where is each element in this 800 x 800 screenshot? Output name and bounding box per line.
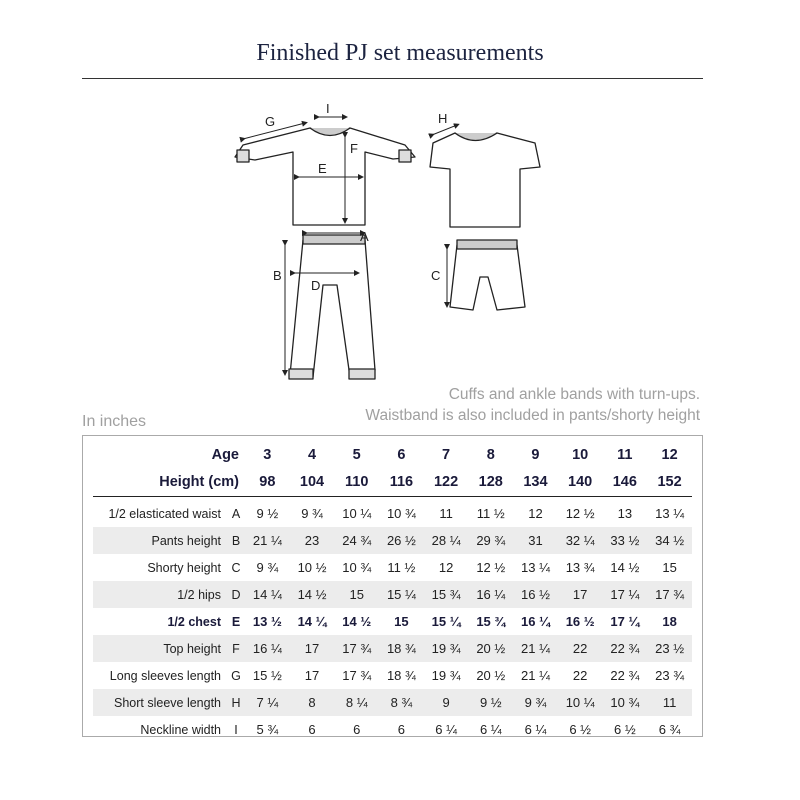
value-cell: 17 ¼ — [603, 581, 648, 608]
age-cell: 7 — [442, 446, 451, 463]
value-cell: 17 ¾ — [647, 581, 692, 608]
age-cell: 6 — [397, 446, 406, 463]
value-cell: 23 — [290, 527, 335, 554]
measurements-table — [93, 441, 692, 743]
value-cell: 15 — [334, 581, 379, 608]
shorty-waistband — [457, 240, 517, 249]
diagram-letter-b: B — [273, 268, 282, 283]
age-cell: 9 — [531, 446, 540, 463]
value-cell: 13 ¾ — [565, 560, 595, 575]
shorty — [450, 245, 525, 310]
note-cuffs: Cuffs and ankle bands with turn-ups. — [448, 386, 700, 403]
value-cell: 26 ½ — [379, 527, 424, 554]
height-cell: 146 — [603, 468, 648, 497]
value-cell: 8 ¾ — [379, 689, 424, 716]
diagram-letter-h: H — [438, 111, 448, 126]
value-cell: 13 ¼ — [521, 560, 550, 575]
value-cell: 16 ½ — [565, 614, 595, 629]
value-cell: 8 ¼ — [334, 689, 379, 716]
value-cell: 10 ¾ — [603, 689, 648, 716]
value-cell: 21 ¼ — [521, 668, 550, 683]
value-cell: 14 ¼ — [297, 614, 327, 629]
value-cell: 19 ¾ — [424, 635, 469, 662]
value-cell: 13 ½ — [252, 614, 282, 629]
height-cell: 128 — [468, 468, 513, 497]
value-cell: 17 ¾ — [342, 668, 372, 683]
row-label: Short sleeve length — [93, 689, 227, 716]
value-cell: 6 ½ — [614, 722, 636, 737]
age-cell: 3 — [263, 446, 272, 463]
value-cell: 21 ¼ — [513, 635, 558, 662]
value-cell: 15 ½ — [252, 668, 282, 683]
value-cell: 11 ½ — [476, 506, 505, 521]
diagram-letter-d: D — [311, 278, 321, 293]
value-cell: 22 — [558, 635, 603, 662]
value-cell: 14 ¼ — [245, 581, 290, 608]
value-cell: 9 ½ — [468, 689, 513, 716]
value-cell: 15 ¾ — [476, 614, 506, 629]
value-cell: 16 ½ — [513, 581, 558, 608]
row-label: 1/2 elasticated waist — [108, 506, 221, 521]
value-cell: 6 ¼ — [435, 722, 457, 737]
value-cell: 15 ¾ — [424, 581, 469, 608]
row-letter: I — [234, 722, 238, 737]
height-cell: 152 — [647, 468, 692, 497]
value-cell: 22 — [572, 668, 588, 683]
age-cell: 10 — [572, 446, 589, 463]
value-cell: 18 ¾ — [386, 668, 416, 683]
value-cell: 17 — [290, 635, 335, 662]
pants — [290, 240, 375, 377]
value-cell: 16 ¼ — [468, 581, 513, 608]
row-label: 1/2 chest — [167, 614, 221, 629]
value-cell: 6 ¾ — [658, 722, 681, 737]
diagram-letter-a: A — [360, 229, 369, 244]
row-letter: D — [227, 581, 245, 608]
value-cell: 11 — [439, 506, 453, 521]
row-label: Shorty height — [147, 560, 221, 575]
value-cell: 11 — [647, 689, 692, 716]
value-cell: 9 ¾ — [301, 506, 323, 521]
value-cell: 6 — [397, 722, 406, 737]
age-label: Age — [211, 446, 239, 463]
value-cell: 32 ¼ — [558, 527, 603, 554]
row-label: 1/2 hips — [93, 581, 227, 608]
row-letter: F — [227, 635, 245, 662]
age-cell: 8 — [486, 446, 495, 463]
height-cell: 122 — [424, 468, 469, 497]
diagram-letter-g: G — [265, 114, 276, 129]
value-cell: 20 ½ — [476, 668, 506, 683]
row-letter: B — [227, 527, 245, 554]
value-cell: 13 ¼ — [655, 506, 685, 521]
height-cell: 98 — [245, 468, 290, 497]
value-cell: 9 ¾ — [513, 689, 558, 716]
row-letter: E — [231, 614, 241, 629]
value-cell: 21 ¼ — [245, 527, 290, 554]
right-cuff — [399, 150, 411, 162]
height-row — [93, 468, 692, 497]
table-row — [93, 608, 692, 635]
value-cell: 34 ½ — [647, 527, 692, 554]
age-cell: 12 — [661, 446, 678, 463]
value-cell: 7 ¼ — [245, 689, 290, 716]
table-row — [93, 554, 692, 581]
value-cell: 15 — [662, 560, 677, 575]
table-row — [93, 689, 692, 716]
value-cell: 29 ¾ — [468, 527, 513, 554]
value-cell: 13 — [617, 506, 633, 521]
height-cell: 134 — [513, 468, 558, 497]
title-divider — [82, 78, 703, 79]
age-row — [93, 441, 692, 468]
value-cell: 10 ¼ — [558, 689, 603, 716]
value-cell: 24 ¾ — [334, 527, 379, 554]
value-cell: 15 — [394, 614, 409, 629]
height-cell: 140 — [558, 468, 603, 497]
table-row — [93, 662, 692, 689]
value-cell: 10 ½ — [297, 560, 327, 575]
value-cell: 17 ¾ — [334, 635, 379, 662]
value-cell: 28 ¼ — [424, 527, 469, 554]
value-cell: 6 ¼ — [479, 722, 502, 737]
table-row — [93, 500, 692, 527]
height-cell: 104 — [290, 468, 335, 497]
diagram-letter-c: C — [431, 268, 441, 283]
diagram-letter-e: E — [318, 161, 327, 176]
units-label: In inches — [82, 413, 147, 430]
value-cell: 20 ½ — [468, 635, 513, 662]
value-cell: 14 ½ — [290, 581, 335, 608]
table-row — [93, 581, 692, 608]
value-cell: 12 — [438, 560, 454, 575]
value-cell: 17 ¼ — [610, 614, 640, 629]
value-cell: 22 ¾ — [610, 668, 640, 683]
value-cell: 10 ¾ — [342, 560, 372, 575]
value-cell: 15 ¼ — [431, 614, 461, 629]
age-cell: 4 — [307, 446, 317, 463]
table-row — [93, 716, 692, 743]
value-cell: 33 ½ — [603, 527, 648, 554]
value-cell: 23 ½ — [647, 635, 692, 662]
pants-waistband — [303, 235, 365, 244]
value-cell: 9 ½ — [256, 506, 279, 521]
diagram-letter-f: F — [350, 141, 358, 156]
row-label: Top height — [93, 635, 227, 662]
page-title: Finished PJ set measurements — [256, 40, 544, 66]
value-cell: 12 ½ — [565, 506, 595, 521]
right-ankle-band — [349, 369, 375, 379]
value-cell: 15 ¼ — [379, 581, 424, 608]
value-cell: 6 ½ — [569, 722, 591, 737]
row-label: Neckline width — [140, 722, 221, 737]
value-cell: 18 — [662, 614, 677, 629]
value-cell: 14 ½ — [342, 614, 372, 629]
height-cell: 116 — [379, 468, 424, 497]
value-cell: 12 ½ — [476, 560, 506, 575]
value-cell: 6 — [308, 722, 316, 737]
value-cell: 9 ¾ — [256, 560, 279, 575]
row-letter: C — [231, 560, 241, 575]
left-ankle-band — [289, 369, 313, 379]
row-letter: A — [231, 506, 241, 521]
age-cell: 5 — [352, 446, 361, 463]
value-cell: 11 ½ — [387, 560, 416, 575]
value-cell: 16 ¼ — [245, 635, 290, 662]
value-cell: 6 — [353, 722, 361, 737]
value-cell: 5 ¾ — [256, 722, 279, 737]
age-cell: 11 — [617, 446, 633, 463]
row-label: Pants height — [93, 527, 227, 554]
height-label: Height (cm) — [93, 468, 245, 497]
measurements-table-box — [82, 435, 703, 737]
diagram-letter-i: I — [326, 101, 330, 116]
value-cell: 10 ¾ — [386, 506, 416, 521]
value-cell: 18 ¾ — [379, 635, 424, 662]
value-cell: 23 ¾ — [655, 668, 685, 683]
value-cell: 17 — [304, 668, 320, 683]
value-cell: 6 ¼ — [524, 722, 547, 737]
value-cell: 31 — [513, 527, 558, 554]
value-cell: 22 ¾ — [603, 635, 648, 662]
table-row — [93, 527, 692, 554]
value-cell: 10 ¼ — [342, 506, 372, 521]
value-cell: 9 — [424, 689, 469, 716]
value-cell: 14 ½ — [610, 560, 640, 575]
value-cell: 19 ¾ — [431, 668, 461, 683]
garment-diagram — [225, 95, 585, 395]
short-sleeve-top — [430, 133, 540, 227]
value-cell: 12 — [528, 506, 543, 521]
height-cell: 110 — [334, 468, 379, 497]
table-row — [93, 635, 692, 662]
left-cuff — [237, 150, 249, 162]
row-label: Long sleeves length — [109, 668, 221, 683]
value-cell: 8 — [290, 689, 335, 716]
row-letter: G — [231, 668, 241, 683]
value-cell: 16 ¼ — [521, 614, 550, 629]
value-cell: 17 — [558, 581, 603, 608]
note-waistband: Waistband is also included in pants/shorty height — [365, 407, 700, 424]
row-letter: H — [227, 689, 245, 716]
